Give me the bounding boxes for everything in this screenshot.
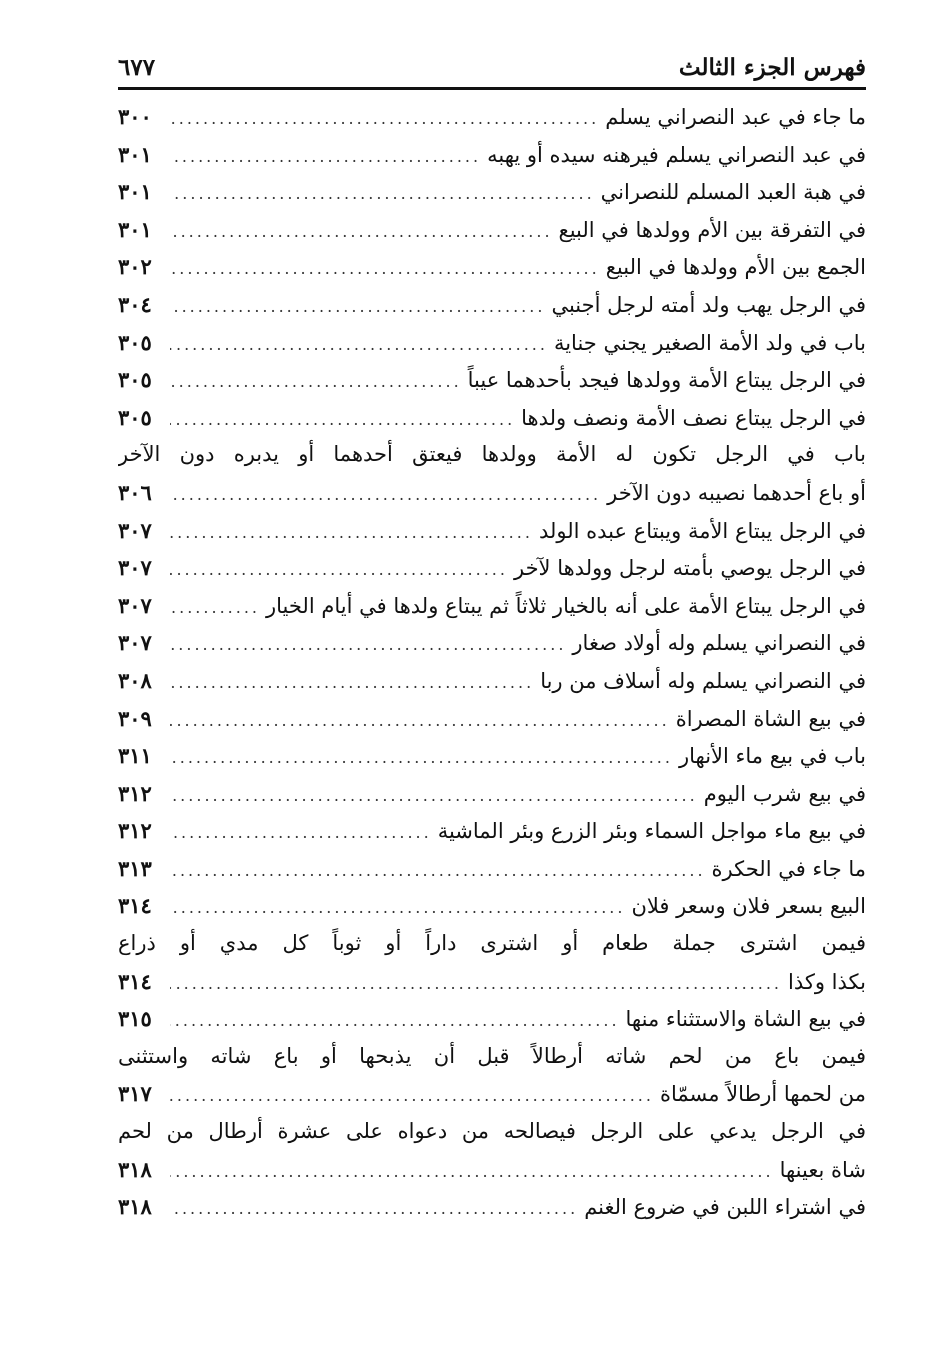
entry-page-number: ٣١٣ xyxy=(118,855,152,881)
entry-line xyxy=(118,173,866,211)
entry-page-number: ٣٠٥ xyxy=(118,404,152,430)
index-entry xyxy=(118,549,866,587)
entry-page-number: ٣٠٦ xyxy=(118,479,152,505)
entry-page-number: ٣٠٤ xyxy=(118,291,152,317)
entry-title: فيمن باع من لحم شاته أرطالاً قبل أن يذبحها أو باع شاته واستثنى xyxy=(118,1043,866,1068)
entry-page-number: ٣١٤ xyxy=(118,968,152,994)
index-entries xyxy=(118,98,866,1226)
entry-page-number: ٣٠١ xyxy=(118,141,152,167)
index-entry xyxy=(118,1188,866,1226)
dot-leader xyxy=(170,326,548,362)
entry-title: باب في بيع ماء الأنهار xyxy=(678,744,866,769)
dot-leader xyxy=(170,401,515,437)
page-number: ٦٧٧ xyxy=(118,54,156,81)
entry-line xyxy=(118,286,866,324)
entry-title: في الرجل يهب ولد أمته لرجل أجنبي xyxy=(551,292,866,317)
entry-page-number: ٣٠٧ xyxy=(118,630,152,656)
entry-page-number: ٣٠٥ xyxy=(118,367,152,393)
index-entry xyxy=(118,587,866,625)
entry-title: في بيع الشاة والاستثناء منها xyxy=(625,1007,866,1032)
entry-line xyxy=(118,399,866,437)
entry-title: ما جاء في الحكرة xyxy=(711,856,866,881)
entry-title: في التفرقة بين الأم وولدها في البيع xyxy=(558,217,866,242)
entry-page-number: ٣٠٧ xyxy=(118,592,152,618)
index-entry xyxy=(118,812,866,850)
index-entry xyxy=(118,624,866,662)
entry-line xyxy=(118,1000,866,1038)
dot-leader xyxy=(170,889,625,925)
entry-line xyxy=(118,248,866,286)
index-entry xyxy=(118,436,866,511)
entry-title: بكذا وكذا xyxy=(788,969,866,994)
entry-line xyxy=(118,587,866,625)
entry-title: باب في ولد الأمة الصغير يجني جناية xyxy=(553,330,866,355)
entry-line xyxy=(118,737,866,775)
entry-line xyxy=(118,812,866,850)
dot-leader xyxy=(170,1002,620,1038)
entry-page-number: ٣١١ xyxy=(118,743,152,769)
index-entry xyxy=(118,662,866,700)
dot-leader xyxy=(170,1153,774,1189)
entry-title: في الرجل يوصي بأمته لرجل وولدها لآخر xyxy=(513,556,866,581)
dot-leader xyxy=(170,138,481,174)
entry-title: باب في الرجل تكون له الأمة وولدها فيعتق أحدهما أو يدبره دون الآخر xyxy=(118,442,866,467)
dot-leader xyxy=(170,514,533,550)
index-entry xyxy=(118,286,866,324)
dot-leader xyxy=(170,702,670,738)
running-title: فهرس الجزء الثالث xyxy=(678,54,866,81)
entry-title: في اشتراء اللبن في ضروع الغنم xyxy=(584,1195,866,1220)
page-header xyxy=(118,50,866,90)
dot-leader xyxy=(170,213,553,249)
entry-page-number: ٣٠٥ xyxy=(118,329,152,355)
dot-leader xyxy=(170,100,599,136)
entry-line xyxy=(118,963,866,1001)
index-entry xyxy=(118,248,866,286)
entry-line xyxy=(118,98,866,136)
entry-line xyxy=(118,1188,866,1226)
dot-leader xyxy=(170,476,601,512)
dot-leader xyxy=(170,965,782,1001)
entry-title: في الرجل يبتاع الأمة على أنه بالخيار ثلاثاً ثم يبتاع ولدها في أيام الخيار xyxy=(266,593,866,618)
index-entry xyxy=(118,512,866,550)
entry-title: في بيع ماء مواجل السماء وبئر الزرع وبئر الماشية xyxy=(437,819,866,844)
entry-page-number: ٣٠٧ xyxy=(118,555,152,581)
entry-page-number: ٣٠٧ xyxy=(118,517,152,543)
entry-page-number: ٣٠٠ xyxy=(118,104,152,129)
index-entry xyxy=(118,173,866,211)
index-entry xyxy=(118,925,866,1000)
entry-title: في النصراني يسلم وله أسلاف من ربا xyxy=(540,668,866,693)
entry-page-number: ٣١٨ xyxy=(118,1156,152,1182)
entry-line xyxy=(118,474,866,512)
entry-line xyxy=(118,324,866,362)
entry-line xyxy=(118,512,866,550)
dot-leader xyxy=(170,363,462,399)
entry-title: في الرجل يدعي على الرجل فيصالحه من دعواه على عشرة أرطال من لحم xyxy=(118,1119,866,1144)
entry-page-number: ٣١٤ xyxy=(118,893,152,919)
entry-page-number: ٣١٧ xyxy=(118,1081,152,1107)
entry-title: في الرجل يبتاع الأمة ويبتاع عبده الولد xyxy=(538,518,866,543)
dot-leader xyxy=(170,1190,578,1226)
entry-page-number: ٣١٨ xyxy=(118,1194,152,1220)
index-entry xyxy=(118,700,866,738)
entry-line-continued xyxy=(118,1113,866,1151)
dot-leader xyxy=(170,589,260,625)
entry-page-number: ٣٠١ xyxy=(118,216,152,242)
entry-page-number: ٣٠٨ xyxy=(118,667,152,693)
entry-line xyxy=(118,549,866,587)
index-entry xyxy=(118,775,866,813)
entry-line xyxy=(118,887,866,925)
dot-leader xyxy=(170,664,534,700)
index-entry xyxy=(118,399,866,437)
index-entry xyxy=(118,850,866,888)
index-entry xyxy=(118,136,866,174)
dot-leader xyxy=(170,288,545,324)
dot-leader xyxy=(170,814,432,850)
dot-leader xyxy=(170,739,673,775)
entry-line-continued xyxy=(118,925,866,963)
entry-title: في بيع الشاة المصراة xyxy=(675,706,866,731)
entry-title: شاة بعينها xyxy=(779,1157,866,1182)
entry-title: في الرجل يبتاع نصف الأمة ونصف ولدها xyxy=(521,405,866,430)
entry-title: فيمن اشترى جملة طعام أو اشترى داراً أو ثوباً كل مدي أو ذراع xyxy=(118,931,866,956)
index-entry xyxy=(118,737,866,775)
entry-title: أو باع أحدهما نصيبه دون الآخر xyxy=(607,480,866,505)
index-entry xyxy=(118,887,866,925)
entry-line xyxy=(118,700,866,738)
entry-line xyxy=(118,1075,866,1113)
entry-title: البيع بسعر فلان وسعر فلان xyxy=(631,894,866,919)
entry-title: من لحمها أرطالاً مسمّاة xyxy=(659,1082,866,1107)
entry-page-number: ٣٠١ xyxy=(118,179,152,205)
entry-title: في هبة العبد المسلم للنصراني xyxy=(600,180,866,205)
entry-page-number: ٣١٥ xyxy=(118,1006,152,1032)
index-entry xyxy=(118,1000,866,1038)
entry-line xyxy=(118,662,866,700)
index-entry xyxy=(118,1113,866,1188)
dot-leader xyxy=(170,250,600,286)
entry-title: في عبد النصراني يسلم فيرهنه سيده أو يهبه xyxy=(487,142,866,167)
entry-title: في الرجل يبتاع الأمة وولدها فيجد بأحدهما عيباً xyxy=(467,368,866,393)
entry-line xyxy=(118,775,866,813)
dot-leader xyxy=(170,777,698,813)
index-entry xyxy=(118,324,866,362)
entry-line xyxy=(118,361,866,399)
entry-page-number: ٣٠٢ xyxy=(118,254,152,280)
entry-line xyxy=(118,624,866,662)
dot-leader xyxy=(170,1077,654,1113)
index-entry xyxy=(118,98,866,136)
entry-page-number: ٣٠٩ xyxy=(118,705,152,731)
entry-page-number: ٣١٢ xyxy=(118,780,152,806)
entry-line xyxy=(118,211,866,249)
entry-line-continued xyxy=(118,1038,866,1076)
entry-line xyxy=(118,1151,866,1189)
dot-leader xyxy=(170,626,566,662)
entry-title: الجمع بين الأم وولدها في البيع xyxy=(605,255,866,280)
entry-title: ما جاء في عبد النصراني يسلم xyxy=(605,105,866,129)
entry-title: في النصراني يسلم وله أولاد صغار xyxy=(572,631,866,656)
index-entry xyxy=(118,1038,866,1113)
dot-leader xyxy=(170,852,706,888)
dot-leader xyxy=(170,551,508,587)
entry-page-number: ٣١٢ xyxy=(118,818,152,844)
entry-title: في بيع شرب اليوم xyxy=(703,781,866,806)
index-entry xyxy=(118,361,866,399)
index-page xyxy=(118,50,866,1226)
entry-line-continued xyxy=(118,436,866,474)
index-entry xyxy=(118,211,866,249)
entry-line xyxy=(118,850,866,888)
dot-leader xyxy=(170,175,595,211)
entry-line xyxy=(118,136,866,174)
